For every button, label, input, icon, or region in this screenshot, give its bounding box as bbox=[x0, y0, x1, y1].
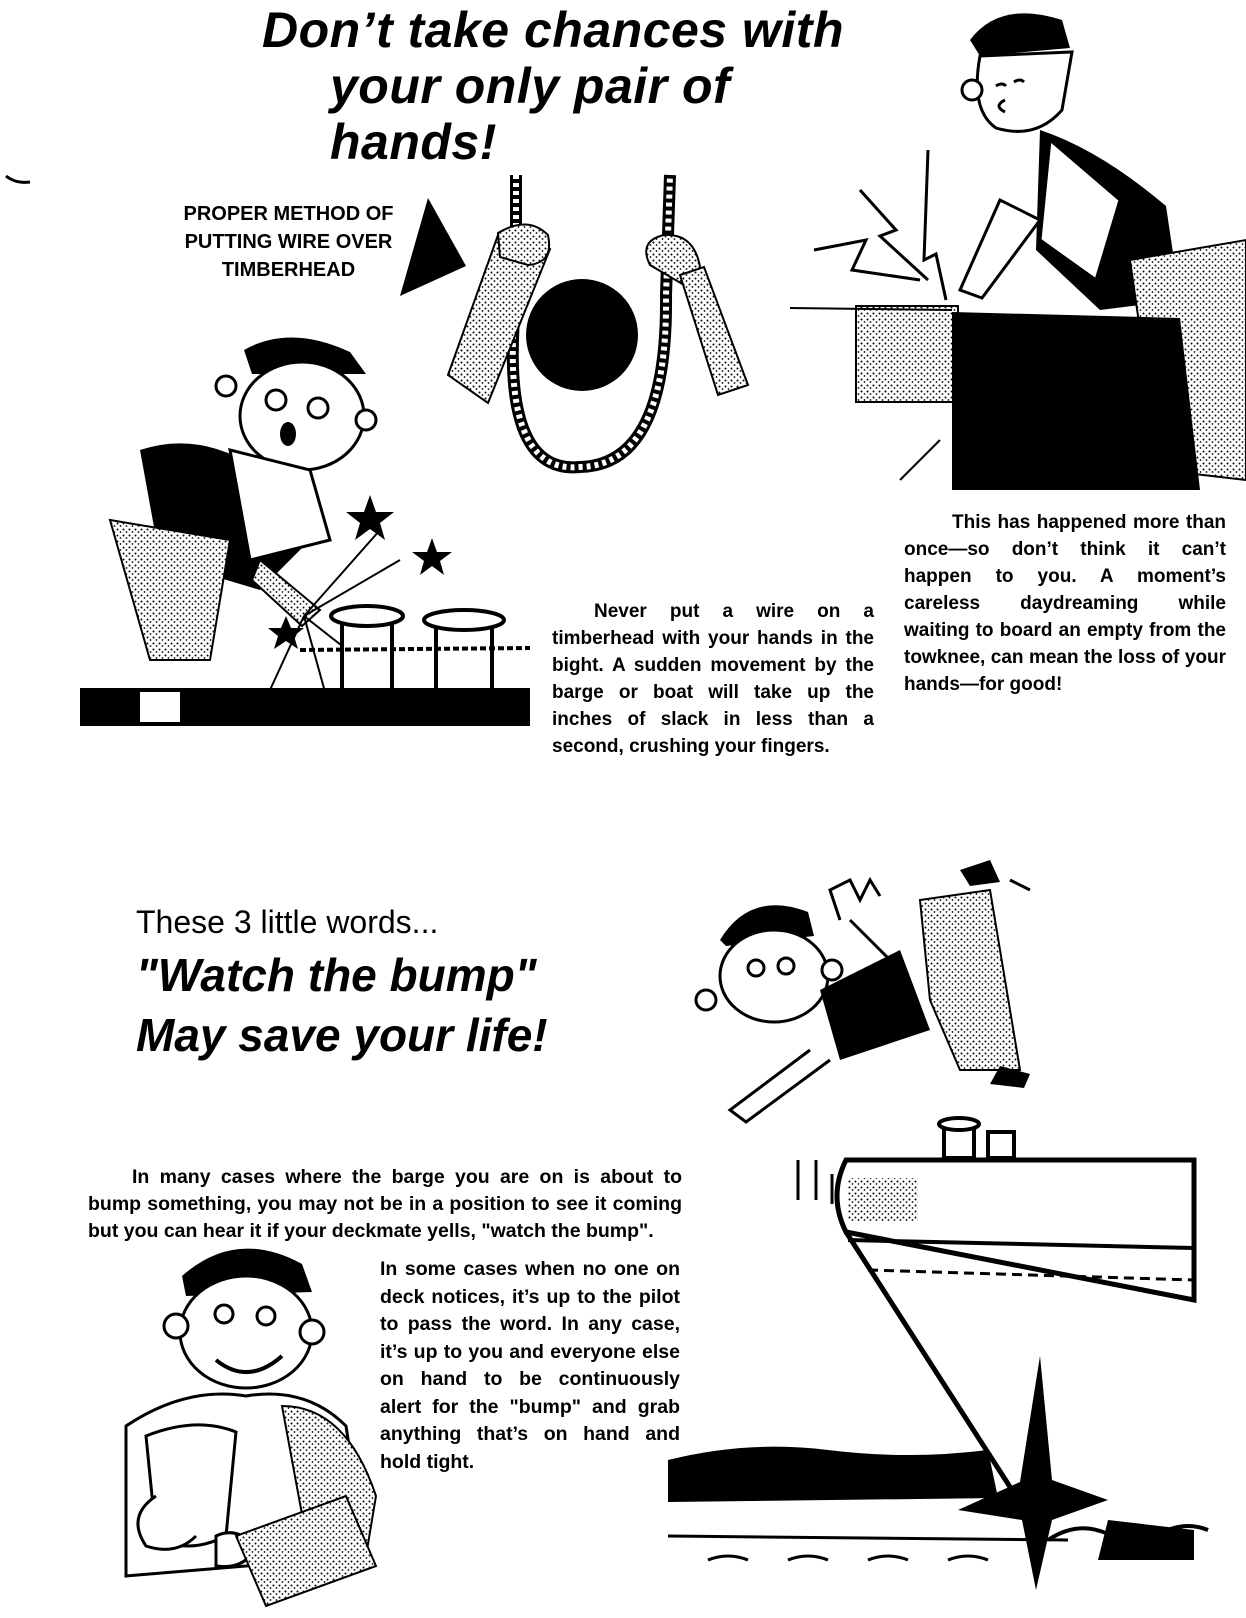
main-title-line2: your only pair of hands! bbox=[330, 58, 731, 170]
stray-mark bbox=[4, 170, 34, 190]
bump-subtitle: These 3 little words... bbox=[136, 904, 439, 940]
main-title-line1: Don’t take chances with bbox=[262, 2, 844, 58]
smiling-man-illustration bbox=[86, 1236, 386, 1618]
bump-title-line1: "Watch the bump" bbox=[136, 949, 537, 1001]
some-cases-paragraph: In some cases when no one on deck notices, it’s up to the pilot to pass the word. In any case, it’s up to you and everyone else on hand to be continuously alert for the "bump" and grab anything that’s on hand and hold tight. bbox=[380, 1258, 680, 1473]
timberhead-caption: PROPER METHOD OF PUTTING WIRE OVER TIMBERHEAD bbox=[183, 203, 394, 281]
bump-title bbox=[136, 945, 548, 1065]
towknee-man-illustration bbox=[800, 0, 1246, 500]
bump-title-line2: May save your life! bbox=[136, 1009, 548, 1061]
bollard-man-illustration bbox=[80, 330, 540, 730]
happened-paragraph: This has happened more than once—so don’t think it can’t happen to you. A moment’s careless daydreaming while waiting to board an empty from the towknee, can mean the loss of your hands—for good! bbox=[904, 512, 1226, 695]
never-paragraph: Never put a wire on a timberhead with your hands in the bight. A sudden movement by the barge or boat will take up the inches of slack in less than a second, crushing your fingers. bbox=[552, 601, 874, 757]
barge-bump-illustration bbox=[668, 1120, 1246, 1618]
many-cases-paragraph: In many cases where the barge you are on is about to bump something, you may not be in a position to see it coming but you can hear it if your deckmate yells, "watch the bump". bbox=[88, 1166, 682, 1242]
falling-man-illustration bbox=[690, 860, 1070, 1160]
